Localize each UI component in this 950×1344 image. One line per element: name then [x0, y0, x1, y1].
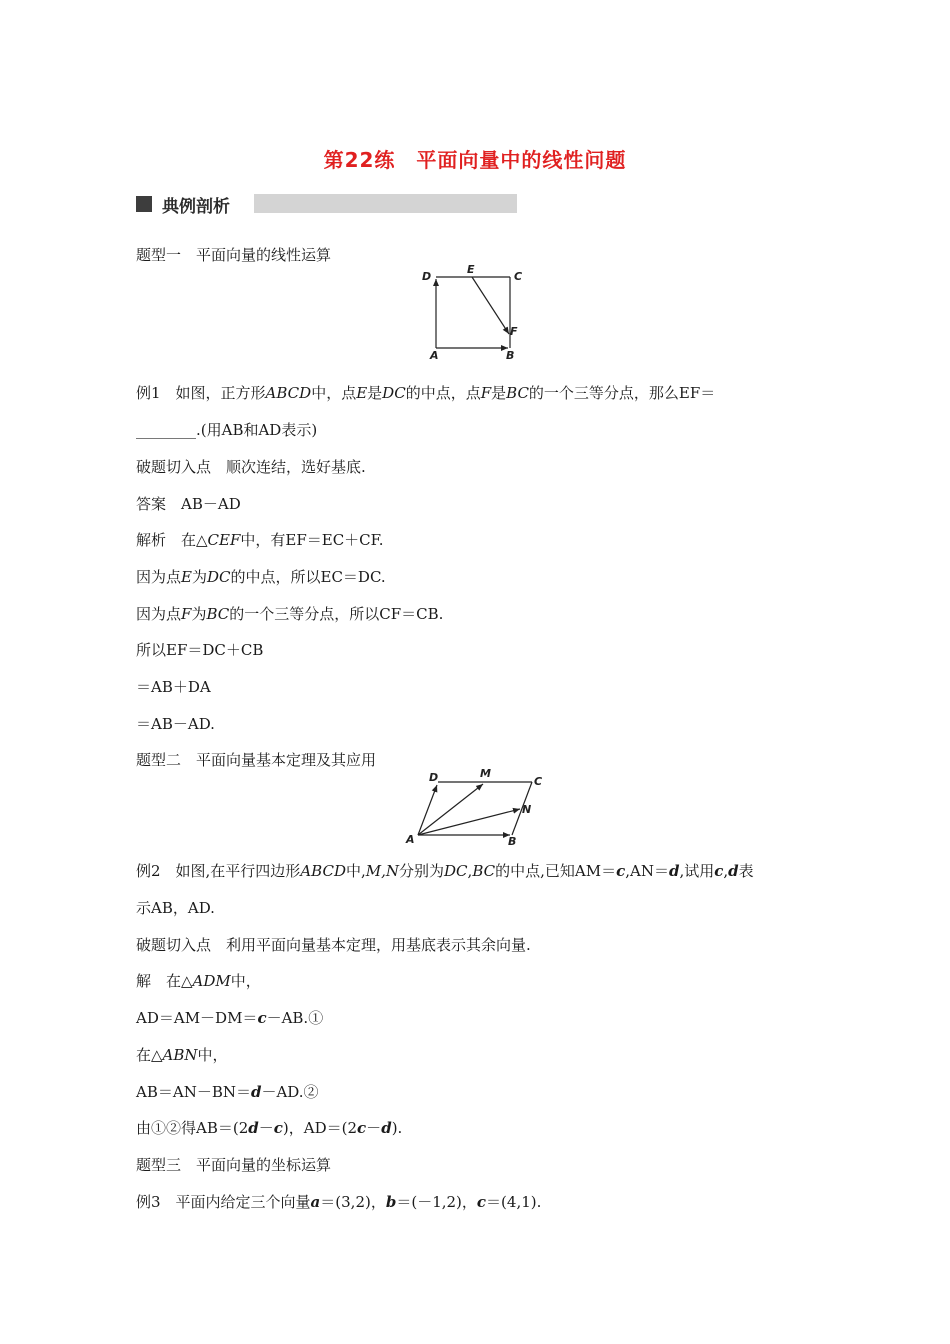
equation-result: 由①②得AB＝(2d－c)，AD＝(2c－d).	[136, 1119, 403, 1137]
solution-1-step-5: ＝AB＋DA	[136, 678, 211, 696]
section-header	[136, 192, 230, 216]
label-n: N	[522, 803, 532, 816]
figure-parallelogram	[400, 763, 550, 848]
label-c: C	[534, 775, 543, 788]
section-marker-square	[136, 196, 152, 212]
equation-1: AD＝AM－DM＝c－AB.①	[136, 1009, 324, 1027]
figure-square	[410, 260, 530, 364]
solution-1-step-6: ＝AB－AD.	[136, 715, 215, 733]
example-2-cont: 示AB，AD.	[136, 899, 215, 917]
solution-2-step: 在△ABN中，	[136, 1046, 228, 1064]
hint-1: 破题切入点 顺次连结，选好基底.	[136, 458, 366, 476]
page-title: 第22练 平面向量中的线性问题	[323, 148, 627, 172]
example-1: 例1 如图，正方形ABCD中，点E是DC的中点，点F是BC的一个三等分点，那么EF＝	[136, 384, 716, 402]
equation-2: AB＝AN－BN＝d－AD.②	[136, 1083, 319, 1101]
label-e: E	[467, 263, 475, 276]
example-1-blank: ________.(用AB和AD表示)	[136, 421, 318, 439]
answer-1: 答案 AB－AD	[136, 495, 241, 513]
topic-heading-1: 题型一 平面向量的线性运算	[136, 246, 332, 264]
solution-1-step-2: 因为点E为DC的中点，所以EC＝DC.	[136, 568, 386, 586]
solution-1-step-3: 因为点F为BC的一个三等分点，所以CF＝CB.	[136, 605, 444, 623]
label-d: D	[422, 270, 432, 283]
label-b: B	[508, 835, 517, 848]
solution-2: 解 在△ADM中，	[136, 972, 261, 990]
topic-heading-3: 题型三 平面向量的坐标运算	[136, 1156, 332, 1174]
label-a: A	[406, 833, 415, 846]
label-a: A	[430, 349, 439, 362]
section-heading: 典例剖析	[162, 196, 230, 217]
label-m: M	[480, 767, 491, 780]
topic-heading-2: 题型二 平面向量基本定理及其应用	[136, 751, 377, 769]
section-underline-bar	[254, 194, 517, 213]
vector-ef	[472, 277, 509, 334]
label-c: C	[514, 270, 523, 283]
label-d: D	[429, 771, 439, 784]
example-2: 例2 如图,在平行四边形ABCD中,M,N分别为DC,BC的中点,已知AM＝c,AN＝d,试用c,d表	[136, 862, 754, 880]
vector-an	[418, 809, 520, 835]
solution-1-step-4: 所以EF＝DC＋CB	[136, 641, 264, 659]
label-b: B	[506, 349, 515, 362]
hint-2: 破题切入点 利用平面向量基本定理，用基底表示其余向量.	[136, 936, 531, 954]
solution-1: 解析 在△CEF中，有EF＝EC＋CF.	[136, 531, 384, 549]
example-3: 例3 平面内给定三个向量a＝(3,2)，b＝(－1,2)，c＝(4,1).	[136, 1193, 542, 1211]
label-f: F	[510, 325, 518, 338]
